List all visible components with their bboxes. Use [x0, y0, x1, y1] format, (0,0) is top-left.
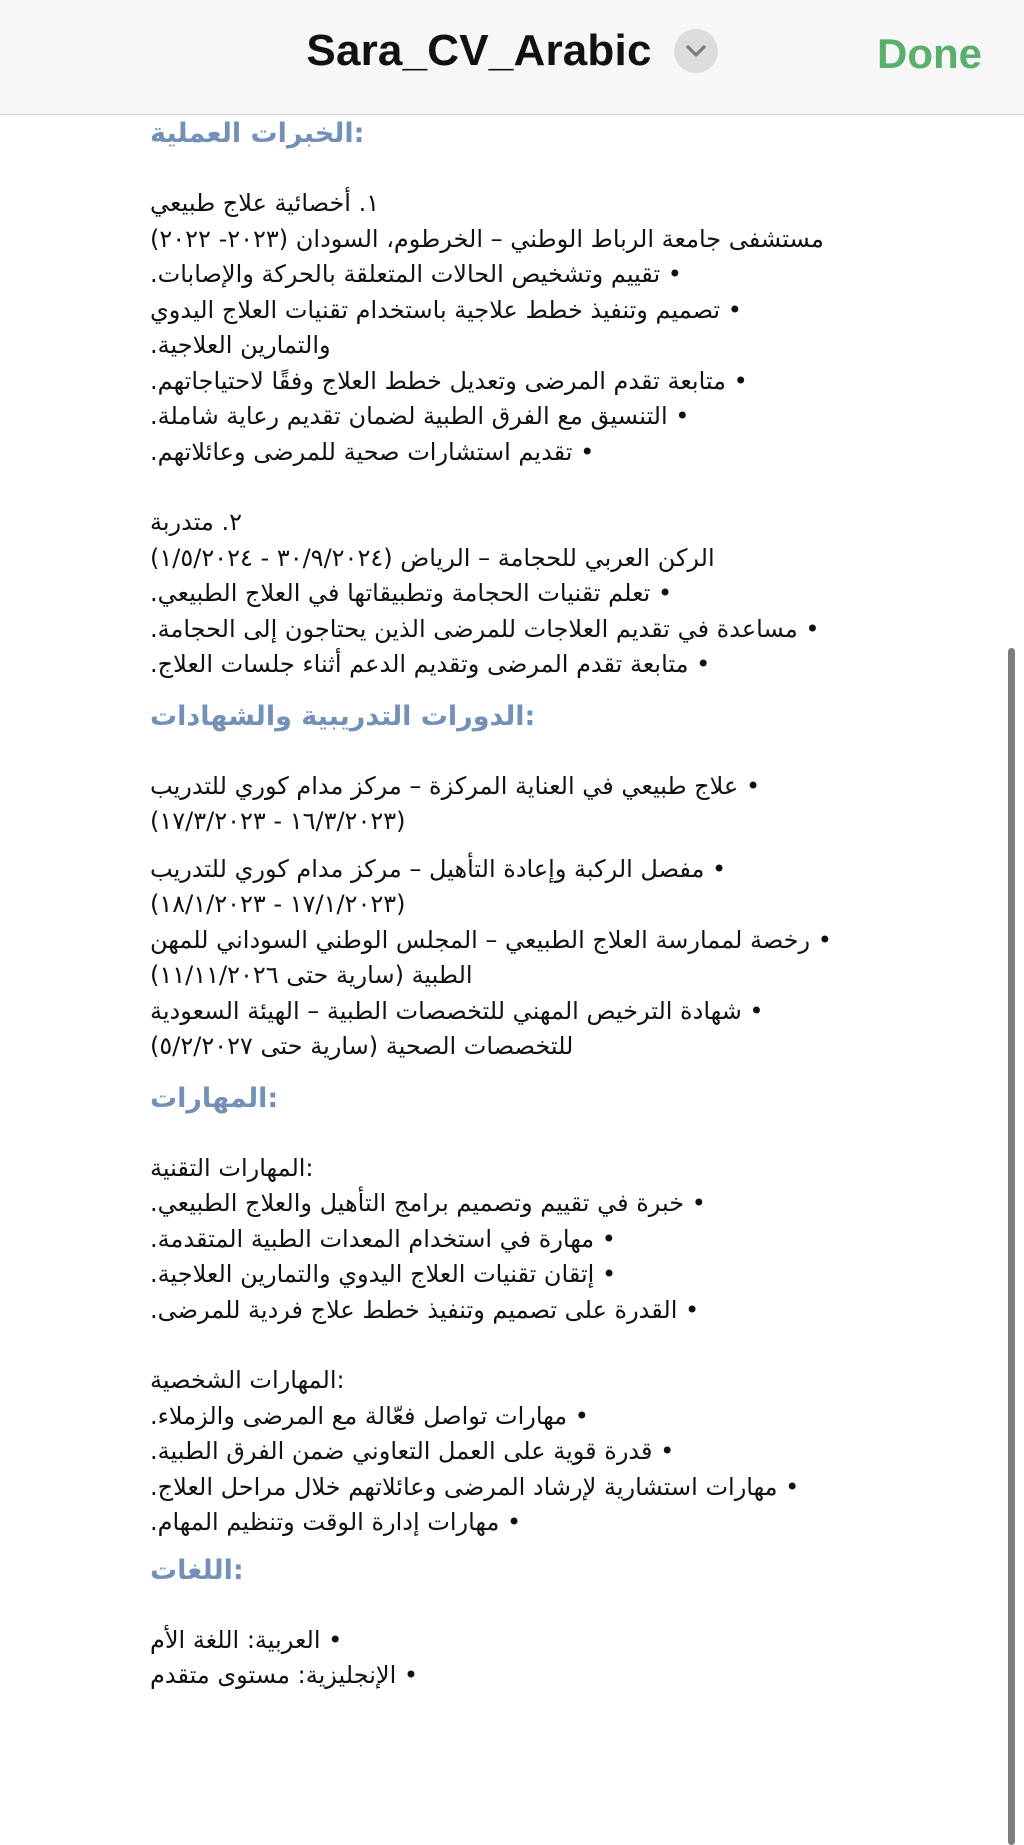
section-heading-languages: :اللغات: [150, 1554, 244, 1586]
bullet-item: • تقييم وتشخيص الحالات المتعلقة بالحركة والإصابات.: [150, 260, 682, 288]
spacer: [150, 151, 870, 186]
job-title: ١. أخصائية علاج طبيعي: [150, 189, 380, 217]
done-button[interactable]: Done: [877, 30, 982, 77]
spacer: [150, 1116, 870, 1151]
course-item-continuation: للتخصصات الصحية (سارية حتى ٥/٢/٢٠٢٧): [150, 1032, 574, 1060]
vertical-scrollbar[interactable]: [1008, 648, 1015, 1845]
bullet-item-continuation: والتمارين العلاجية.: [150, 331, 331, 359]
spacer: [150, 1328, 870, 1363]
job-place: الركن العربي للحجامة – الرياض (٣٠/٩/٢٠٢٤ - ١/٥/٢٠٢٤): [150, 543, 715, 572]
section-heading-courses: :الدورات التدريبية والشهادات: [150, 700, 536, 732]
bullet-item: • متابعة تقدم المرضى وتقديم الدعم أثناء جلسات العلاج.: [150, 650, 711, 678]
bullet-item: • مهارات تواصل فعّالة مع المرضى والزملاء.: [150, 1401, 589, 1430]
course-item: • مفصل الركبة وإعادة التأهيل – مركز مدام كوري للتدريب: [150, 854, 727, 883]
bullet-item: • مهارة في استخدام المعدات الطبية المتقدمة.: [150, 1224, 616, 1253]
spacer: [150, 683, 870, 699]
document-content[interactable]: [150, 116, 870, 1845]
course-item-continuation: الطبية (سارية حتى ١١/١١/٢٠٢٦): [150, 961, 473, 989]
course-item-dates: (١٧/١/٢٠٢٣ - ١٨/١/٢٠٢٣): [150, 890, 406, 918]
bullet-item: • مساعدة في تقديم العلاجات للمرضى الذين يحتاجون إلى الحجامة.: [150, 614, 820, 643]
title-menu-button[interactable]: [674, 29, 718, 73]
spacer: [150, 1541, 870, 1553]
document-toolbar: [0, 0, 1024, 115]
spacer: [150, 840, 870, 852]
course-item: • علاج طبيعي في العناية المركزة – مركز مدام كوري للتدريب: [150, 771, 761, 800]
spacer: [150, 1588, 870, 1623]
job-title: ٢. متدربة: [150, 508, 242, 536]
section-heading-experience: :الخبرات العملية: [150, 118, 365, 149]
section-heading-skills: :المهارات: [150, 1082, 279, 1114]
bullet-item: • متابعة تقدم المرضى وتعديل خطط العلاج وفقًا لاحتياجاتهم.: [150, 366, 748, 395]
document-title[interactable]: Sara_CV_Arabic: [306, 26, 652, 75]
course-item: • شهادة الترخيص المهني للتخصصات الطبية – الهيئة السعودية: [150, 996, 764, 1025]
bullet-item: • قدرة قوية على العمل التعاوني ضمن الفرق الطبية.: [150, 1437, 675, 1465]
bullet-item: • القدرة على تصميم وتنفيذ خطط علاج فردية للمرضى.: [150, 1295, 700, 1324]
bullet-item: • مهارات إدارة الوقت وتنظيم المهام.: [150, 1508, 522, 1536]
bullet-item: • تصميم وتنفيذ خطط علاجية باستخدام تقنيات العلاج اليدوي: [150, 295, 742, 324]
subsection-label: :المهارات التقنية: [150, 1153, 314, 1182]
bullet-item: • خبرة في تقييم وتصميم برامج التأهيل والعلاج الطبيعي.: [150, 1189, 706, 1217]
job-place: مستشفى جامعة الرباط الوطني – الخرطوم، السودان (٢٠٢٣- ٢٠٢٢): [150, 224, 824, 253]
bullet-item: • مهارات استشارية لإرشاد المرضى وعائلاتهم خلال مراحل العلاج.: [150, 1472, 800, 1501]
bullet-item: • التنسيق مع الفرق الطبية لضمان تقديم رعاية شاملة.: [150, 402, 690, 430]
spacer: [150, 470, 870, 505]
title-group: [0, 26, 1024, 76]
subsection-label: :المهارات الشخصية: [150, 1366, 345, 1394]
course-item-dates: (١٦/٣/٢٠٢٣ - ١٧/٣/٢٠٢٣): [150, 807, 406, 835]
chevron-down-icon: [685, 44, 707, 58]
bullet-item: • تعلم تقنيات الحجامة وتطبيقاتها في العلاج الطبيعي.: [150, 579, 673, 607]
bullet-item: • العربية: اللغة الأم: [150, 1625, 343, 1654]
bullet-item: • إتقان تقنيات العلاج اليدوي والتمارين العلاجية.: [150, 1260, 617, 1288]
spacer: [150, 1065, 870, 1081]
spacer: [150, 734, 870, 769]
bullet-item: • الإنجليزية: مستوى متقدم: [150, 1661, 419, 1689]
bullet-item: • تقديم استشارات صحية للمرضى وعائلاتهم.: [150, 437, 595, 466]
course-item: • رخصة لممارسة العلاج الطبيعي – المجلس الوطني السوداني للمهن: [150, 925, 832, 954]
